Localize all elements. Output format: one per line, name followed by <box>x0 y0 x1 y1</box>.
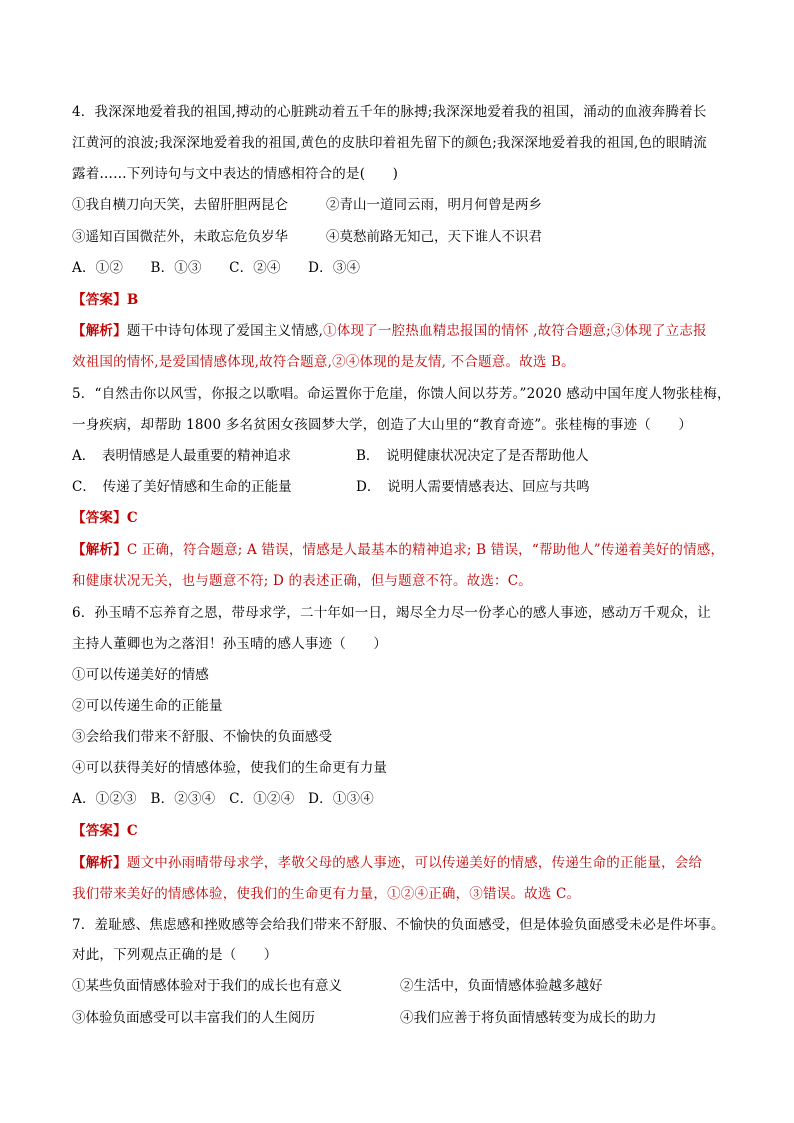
q7-option-2: ②生活中，负面情感体验越多越好 <box>400 978 603 994</box>
q7-stem-line-1: 7．羞耻感、焦虑感和挫败感等会给我们带来不舒服、不愉快的负面感受，但是体验负面感受未必是件坏事。 <box>72 917 725 933</box>
q4-analysis-line-1 <box>72 321 734 341</box>
analysis-label: 【解析】 <box>72 855 127 871</box>
q4-analysis-line-2 <box>72 352 734 372</box>
q6-stem-line-1: 6．孙玉晴不忘养育之恩，带母求学，二十年如一日，竭尽全力尽一份孝心的感人事迹，感动万千观众，让 <box>72 605 711 621</box>
q5-answer <box>72 508 734 528</box>
q7-option-3: ③体验负面感受可以丰富我们的人生阅历 <box>72 1010 315 1026</box>
q6-answer <box>72 821 734 841</box>
q5-option-d: D． 说明人需要情感表达、回应与共鸣 <box>356 479 590 495</box>
analysis-text-red: 效祖国的情怀,是爱国情感体现,故符合题意,②④体现的是友情, 不合题意。故选 B。 <box>72 354 575 370</box>
q4-stem-line-2: 江黄河的浪波;我深深地爱着我的祖国,黄色的皮肤印着祖先留下的颜色;我深深地爱着我的祖国,色的眼睛流 <box>72 135 707 151</box>
q6-option-3: ③会给我们带来不舒服、不愉快的负面感受 <box>72 729 333 745</box>
q4-option-2: ②青山一道同云雨，明月何曾是两乡 <box>326 197 542 213</box>
answer-label: 【答案】 <box>72 292 127 308</box>
q5-stem-line-1: 5．“自然击你以风雪，你报之以歌唱。命运置你于危崖，你馈人间以芬芳。”2020 感动中国年度人物张桂梅， <box>72 386 731 402</box>
q7-stem-line-2: 对此，下列观点正确的是（ ） <box>72 947 278 963</box>
analysis-text-red: 我们带来美好的情感体验，使我们的生命更有力量，①②④正确，③错误。故选 C。 <box>72 886 581 902</box>
analysis-text-red: 和健康状况无关，也与题意不符; D 的表述正确，但与题意不符。故选：C。 <box>72 573 532 589</box>
analysis-label: 【解析】 <box>72 542 127 558</box>
q5-option-b: B． 说明健康状况决定了是否帮助他人 <box>356 448 589 464</box>
analysis-text-red: 题文中孙雨晴带母求学，孝敬父母的感人事迹，可以传递美好的情感，传递生命的正能量，会给 <box>126 855 703 871</box>
q4-stem-line-1: 4．我深深地爱着我的祖国,搏动的心脏跳动着五千年的脉搏;我深深地爱着我的祖国，涌动的血液奔腾着长 <box>72 104 707 120</box>
q6-option-4: ④可以获得美好的情感体验，使我们的生命更有力量 <box>72 760 388 776</box>
q6-option-1: ①可以传递美好的情感 <box>72 667 209 683</box>
q4-option-4: ④莫愁前路无知己，天下谁人不识君 <box>326 229 542 245</box>
q4-option-3: ③遥知百国微茫外，未敢忘危负岁华 <box>72 229 288 245</box>
analysis-text-black: 题干中诗句体现了爱国主义情感, <box>126 323 324 339</box>
q4-option-1: ①我自横刀向天笑，去留肝胆两昆仑 <box>72 197 288 213</box>
analysis-text-red: ①体现了一腔热血精忠报国的情怀 ,故符合题意;③体现了立志报 <box>323 323 707 339</box>
answer-value: C <box>126 510 138 526</box>
q5-analysis-line-2 <box>72 571 734 591</box>
q4-choices: A．①② B．①③ C．②④ D．③④ <box>72 260 361 276</box>
q7-option-4: ④我们应善于将负面情感转变为成长的助力 <box>400 1010 657 1026</box>
analysis-label: 【解析】 <box>72 323 127 339</box>
analysis-text-red: C 正确，符合题意; A 错误，情感是人最基本的精神追求; B 错误，“帮助他人”传递着美好的情感， <box>126 542 725 558</box>
q7-option-1: ①某些负面情感体验对于我们的成长也有意义 <box>72 978 342 994</box>
answer-label: 【答案】 <box>72 823 127 839</box>
q5-option-a: A． 表明情感是人最重要的精神追求 <box>72 448 291 464</box>
q5-stem-line-2: 一身疾病，却帮助 1800 多名贫困女孩圆梦大学，创造了大山里的“教育奇迹”。张桂梅的事迹（ ） <box>72 417 693 433</box>
q6-analysis-line-2 <box>72 884 734 904</box>
q4-stem-line-3: 露着……下列诗句与文中表达的情感相符合的是( ) <box>72 166 399 182</box>
q6-stem-line-2: 主持人董卿也为之落泪！孙玉晴的感人事迹（ ） <box>72 636 388 652</box>
answer-value: B <box>126 292 139 308</box>
q6-option-2: ②可以传递生命的正能量 <box>72 698 223 714</box>
q5-analysis-line-1 <box>72 540 734 560</box>
q6-choices: A．①②③ B．②③④ C．①②④ D．①③④ <box>72 791 374 807</box>
answer-label: 【答案】 <box>72 510 127 526</box>
q5-option-c: C． 传递了美好情感和生命的正能量 <box>72 479 292 495</box>
q4-answer <box>72 290 734 310</box>
answer-value: C <box>126 823 138 839</box>
q6-analysis-line-1 <box>72 853 734 873</box>
